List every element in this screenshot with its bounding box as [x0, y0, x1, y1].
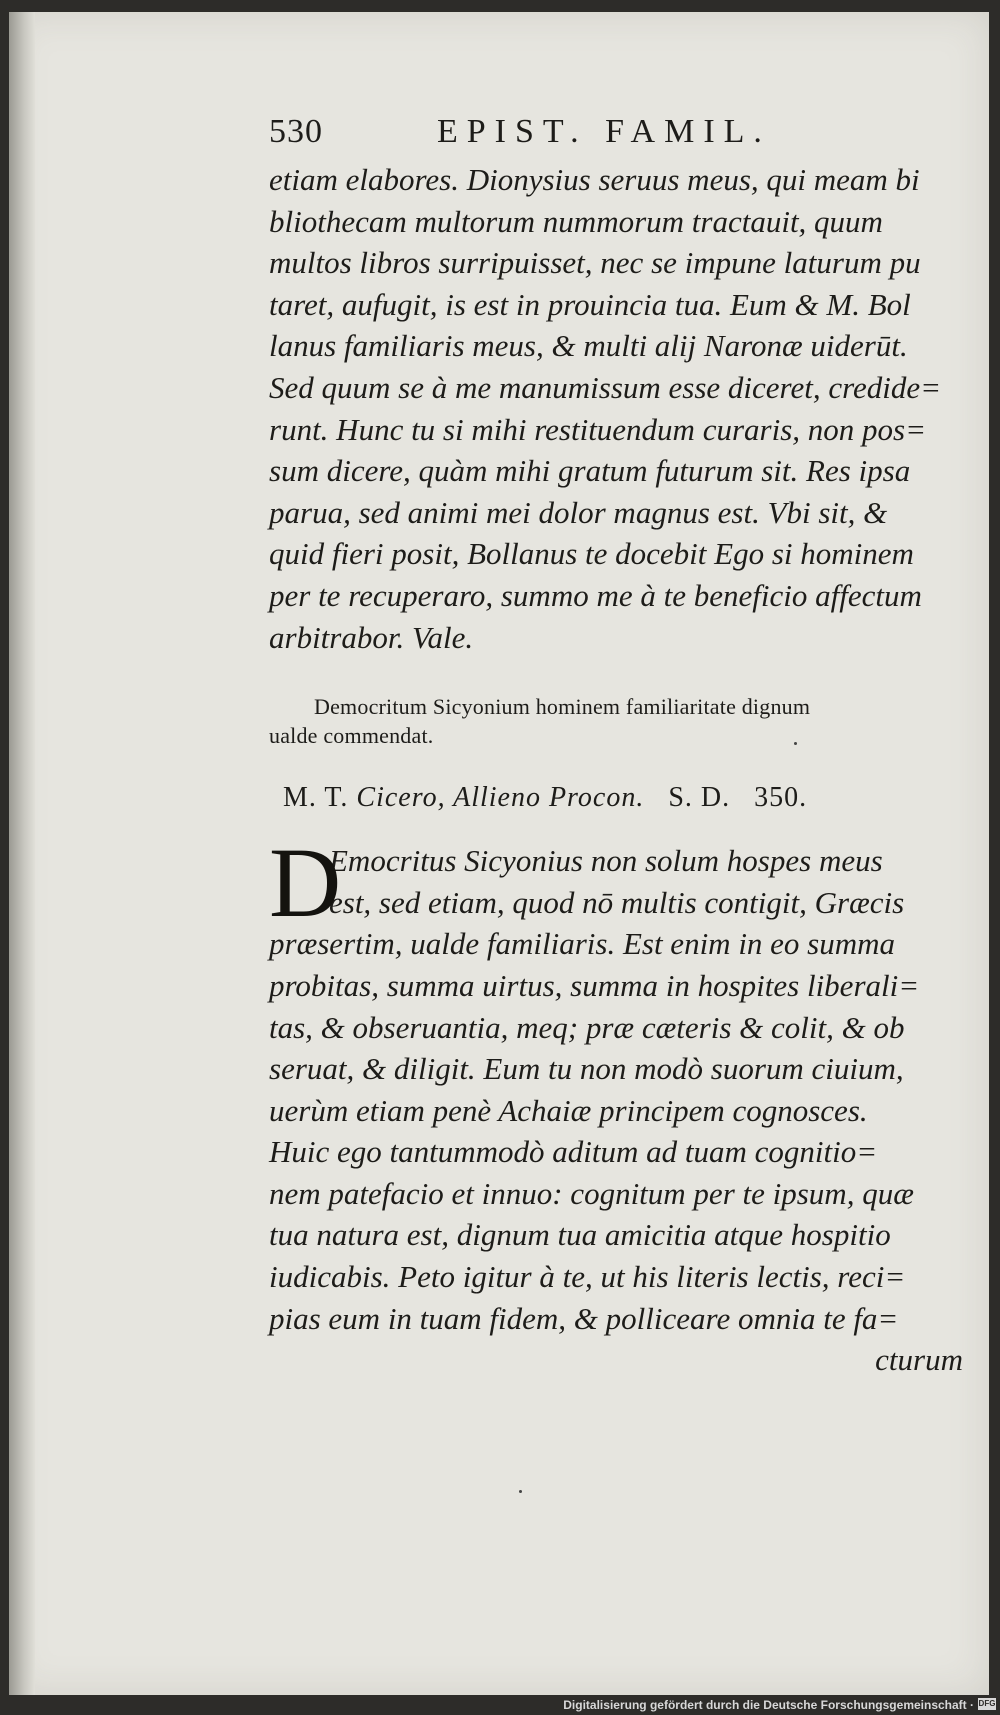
text-line: tas, & obseruantia, meq; præ cæteris & colit, & ob: [269, 1009, 905, 1045]
text-line: taret, aufugit, is est in prouincia tua. Eum & M. Bol: [269, 286, 911, 322]
letter-body: [269, 827, 969, 1381]
text-line: parua, sed animi mei dolor magnus est. Vbi sit, &: [269, 494, 888, 530]
text-line: probitas, summa uirtus, summa in hospites liberali=: [269, 967, 920, 1003]
previous-letter-ending: [269, 159, 969, 658]
letter-salutation: [269, 782, 969, 814]
text-line: bliothecam multorum nummorum tractauit, quum: [269, 203, 883, 239]
letter-number: 350.: [754, 782, 808, 814]
page-number: 530: [269, 113, 323, 150]
letter-argument: [269, 692, 969, 750]
salutation-recipient: Cicero, Allieno Procon.: [356, 782, 645, 814]
text-line: Sed quum se à me manumissum esse diceret, credide=: [269, 369, 942, 405]
dfg-logo: DFG: [978, 1699, 996, 1708]
paper-speck: [519, 1490, 522, 1493]
text-line: tua natura est, dignum tua amicitia atque hospitio: [269, 1217, 891, 1253]
text-line: arbitrabor. Vale.: [269, 619, 474, 655]
page-text-block: [269, 107, 969, 1381]
running-head: EPIST. FAMIL.: [437, 113, 771, 150]
text-line: per te recuperaro, summo me à te beneficio affectum: [269, 577, 922, 613]
text-line: pias eum in tuam fidem, & polliceare omnia te fa=: [269, 1300, 899, 1336]
drop-capital: D: [269, 827, 342, 939]
argument-line: Democritum Sicyonium hominem familiaritate dignum: [314, 694, 811, 720]
argument-line: ualde commendat.: [269, 723, 434, 749]
text-line: seruat, & diligit. Eum tu non modò suorum ciuium,: [269, 1051, 904, 1087]
text-line: etiam elabores. Dionysius seruus meus, qui meam bi: [269, 162, 920, 197]
catchword: cturum: [875, 1342, 963, 1378]
page-header: [269, 107, 969, 159]
paper-speck: [794, 742, 797, 745]
salutation-greeting: S. D.: [668, 782, 731, 814]
book-page: [9, 12, 989, 1695]
text-line: Huic ego tantummodò aditum ad tuam cognitio=: [269, 1134, 878, 1170]
text-line: quid fieri posit, Bollanus te docebit Ego si hominem: [269, 536, 914, 572]
text-line: est, sed etiam, quod nō multis contigit, Græcis: [329, 884, 905, 920]
text-line: sum dicere, quàm mihi gratum futurum sit. Res ipsa: [269, 453, 911, 489]
text-line: Emocritus Sicyonius non solum hospes meus: [329, 843, 883, 879]
text-line: lanus familiaris meus, & multi alij Naronæ uiderūt.: [269, 328, 908, 364]
text-line: runt. Hunc tu si mihi restituendum curaris, non pos=: [269, 411, 926, 447]
page-gutter-shadow: [9, 12, 35, 1695]
text-line: iudicabis. Peto igitur à te, ut his literis lectis, reci=: [269, 1259, 906, 1295]
footer-bar: [0, 1695, 1000, 1715]
funding-credit: Digitalisierung gefördert durch die Deutsche Forschungsgemeinschaft ·: [563, 1698, 974, 1712]
text-line: uerùm etiam penè Achaiæ principem cognosces.: [269, 1092, 868, 1128]
text-line: nem patefacio et innuo: cognitum per te ipsum, quæ: [269, 1175, 914, 1211]
text-line: multos libros surripuisset, nec se impune laturum pu: [269, 245, 921, 281]
text-line: præsertim, ualde familiaris. Est enim in eo summa: [269, 926, 896, 962]
salutation-sender: M. T.: [283, 782, 349, 814]
